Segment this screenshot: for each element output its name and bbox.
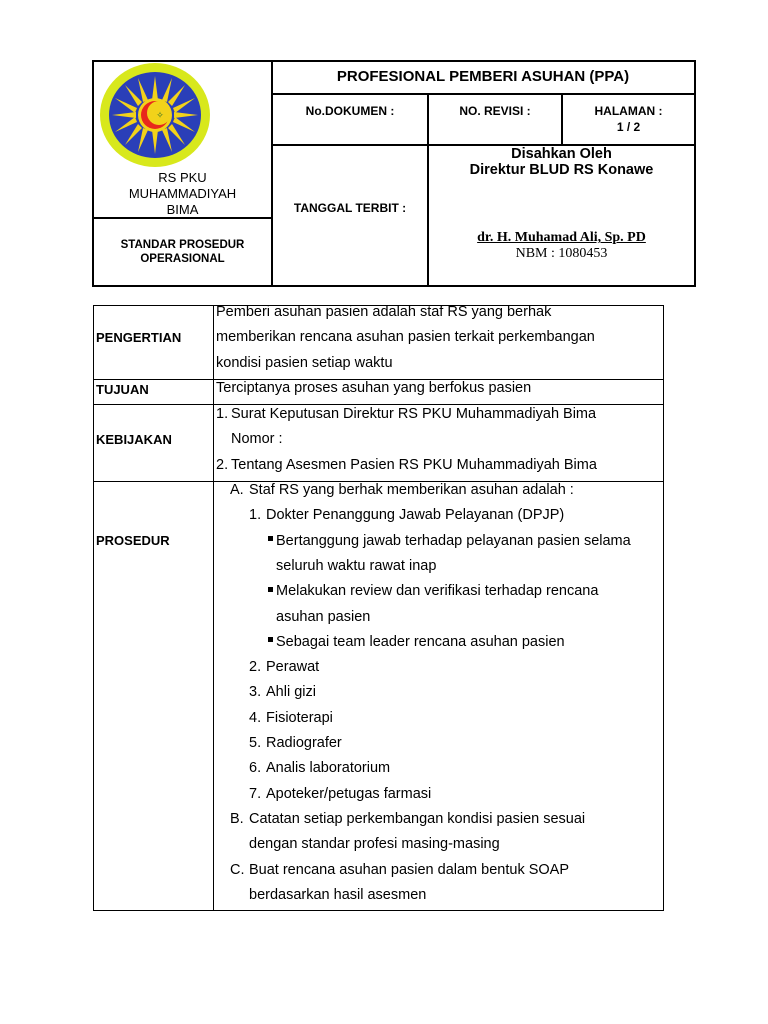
- document-type: [94, 238, 271, 266]
- prosedur-b-line-2: dengan standar profesi masing-masing: [249, 836, 500, 853]
- prosedur-b-num: B.: [230, 810, 244, 827]
- header-divider-page: [561, 93, 563, 145]
- pengertian-label: PENGERTIAN: [96, 330, 182, 345]
- approval-block: [429, 146, 694, 178]
- kebijakan-label: KEBIJAKAN: [96, 432, 172, 447]
- prosedur-b-line-1: Catatan setiap perkembangan kondisi pasien sesuai: [249, 810, 586, 827]
- dpjp-bullet-1: Bertanggung jawab terhadap pelayanan pasien selama: [268, 529, 631, 554]
- header-divider-title: [271, 93, 696, 95]
- bullet-square-icon: [268, 637, 273, 642]
- table-border-bottom: [93, 910, 664, 911]
- tanggal-terbit-label: TANGGAL TERBIT :: [293, 201, 407, 215]
- staff-4-text: Fisioterapi: [266, 709, 333, 726]
- signer-name: dr. H. Muhamad Ali, Sp. PD: [477, 230, 646, 245]
- doc-type-line-2: OPERASIONAL: [140, 253, 225, 265]
- pengertian-line-3: kondisi pasien setiap waktu: [216, 354, 393, 371]
- staff-2-text: Perawat: [266, 659, 320, 676]
- staff-2-num: 2.: [249, 659, 262, 676]
- approver-title: Direktur BLUD RS Konawe: [469, 162, 654, 178]
- halaman-label: HALAMAN :: [594, 104, 663, 118]
- document-title: PROFESIONAL PEMBERI ASUHAN (PPA): [336, 68, 630, 85]
- kebijakan-item-1-line-2: Nomor :: [231, 431, 283, 448]
- svg-text:✧: ✧: [156, 111, 164, 121]
- staff-7-num: 7.: [249, 785, 262, 802]
- staff-5-num: 5.: [249, 735, 262, 751]
- dpjp-bullet-3: Sebagai team leader rencana asuhan pasien: [268, 630, 565, 655]
- doc-type-line-1: STANDAR PROSEDUR: [120, 239, 245, 251]
- organization-name: [94, 170, 271, 218]
- no-revisi-label: NO. REVISI :: [459, 104, 531, 118]
- table-border-left: [93, 305, 94, 911]
- bullet-square-icon: [268, 536, 273, 541]
- halaman-value: 1 / 2: [616, 120, 641, 134]
- approved-by-line: Disahkan Oleh: [511, 146, 612, 162]
- dpjp-bullet-2-line-2: asuhan pasien: [276, 608, 371, 625]
- tujuan-label: TUJUAN: [96, 382, 149, 397]
- kebijakan-num-1: 1.: [216, 406, 229, 422]
- org-line-1: RS PKU: [158, 170, 207, 185]
- prosedur-label: PROSEDUR: [96, 533, 170, 548]
- header-border-bottom: [92, 285, 696, 287]
- hospital-logo: [98, 62, 212, 168]
- dpjp-bullet-2: Melakukan review dan verifikasi terhadap rencana: [268, 579, 598, 604]
- staff-7-text: Apoteker/petugas farmasi: [266, 785, 432, 802]
- table-column-divider: [213, 305, 214, 911]
- staff-3-num: 3.: [249, 684, 262, 701]
- staff-6-num: 6.: [249, 760, 262, 777]
- staff-5-text: Radiografer: [266, 735, 342, 751]
- prosedur-c-line-2: berdasarkan hasil asesmen: [249, 886, 427, 903]
- kebijakan-item-2-line-1: Tentang Asesmen Pasien RS PKU Muhammadiyah Bima: [231, 456, 597, 473]
- dpjp-bullet-1-line-2: seluruh waktu rawat inap: [276, 557, 437, 574]
- pengertian-line-1: Pemberi asuhan pasien adalah staf RS yang berhak: [216, 304, 552, 320]
- staff-1-num: 1.: [249, 507, 262, 524]
- no-dokumen-label: No.DOKUMEN :: [305, 104, 395, 118]
- org-line-3: BIMA: [166, 202, 199, 217]
- prosedur-c-num: C.: [230, 861, 245, 878]
- signer-nbm: NBM : 1080453: [515, 246, 608, 261]
- prosedur-a-num: A.: [230, 482, 244, 498]
- table-border-right: [663, 305, 664, 911]
- bullet-square-icon: [268, 587, 273, 592]
- staff-3-text: Ahli gizi: [266, 684, 316, 701]
- signer-block: [429, 230, 694, 262]
- staff-4-num: 4.: [249, 709, 262, 726]
- org-line-2: MUHAMMADIYAH: [128, 186, 237, 201]
- pengertian-line-2: memberikan rencana asuhan pasien terkait perkembangan: [216, 329, 595, 346]
- kebijakan-item-1-line-1: Surat Keputusan Direktur RS PKU Muhammadiyah Bima: [231, 406, 597, 422]
- tujuan-text: Terciptanya proses asuhan yang berfokus pasien: [216, 380, 532, 396]
- staff-6-text: Analis laboratorium: [266, 760, 391, 777]
- kebijakan-num-2: 2.: [216, 456, 229, 473]
- prosedur-a-text: Staf RS yang berhak memberikan asuhan adalah :: [249, 482, 574, 498]
- prosedur-c-line-1: Buat rencana asuhan pasien dalam bentuk SOAP: [249, 861, 570, 878]
- staff-1-text: Dokter Penanggung Jawab Pelayanan (DPJP): [266, 507, 565, 524]
